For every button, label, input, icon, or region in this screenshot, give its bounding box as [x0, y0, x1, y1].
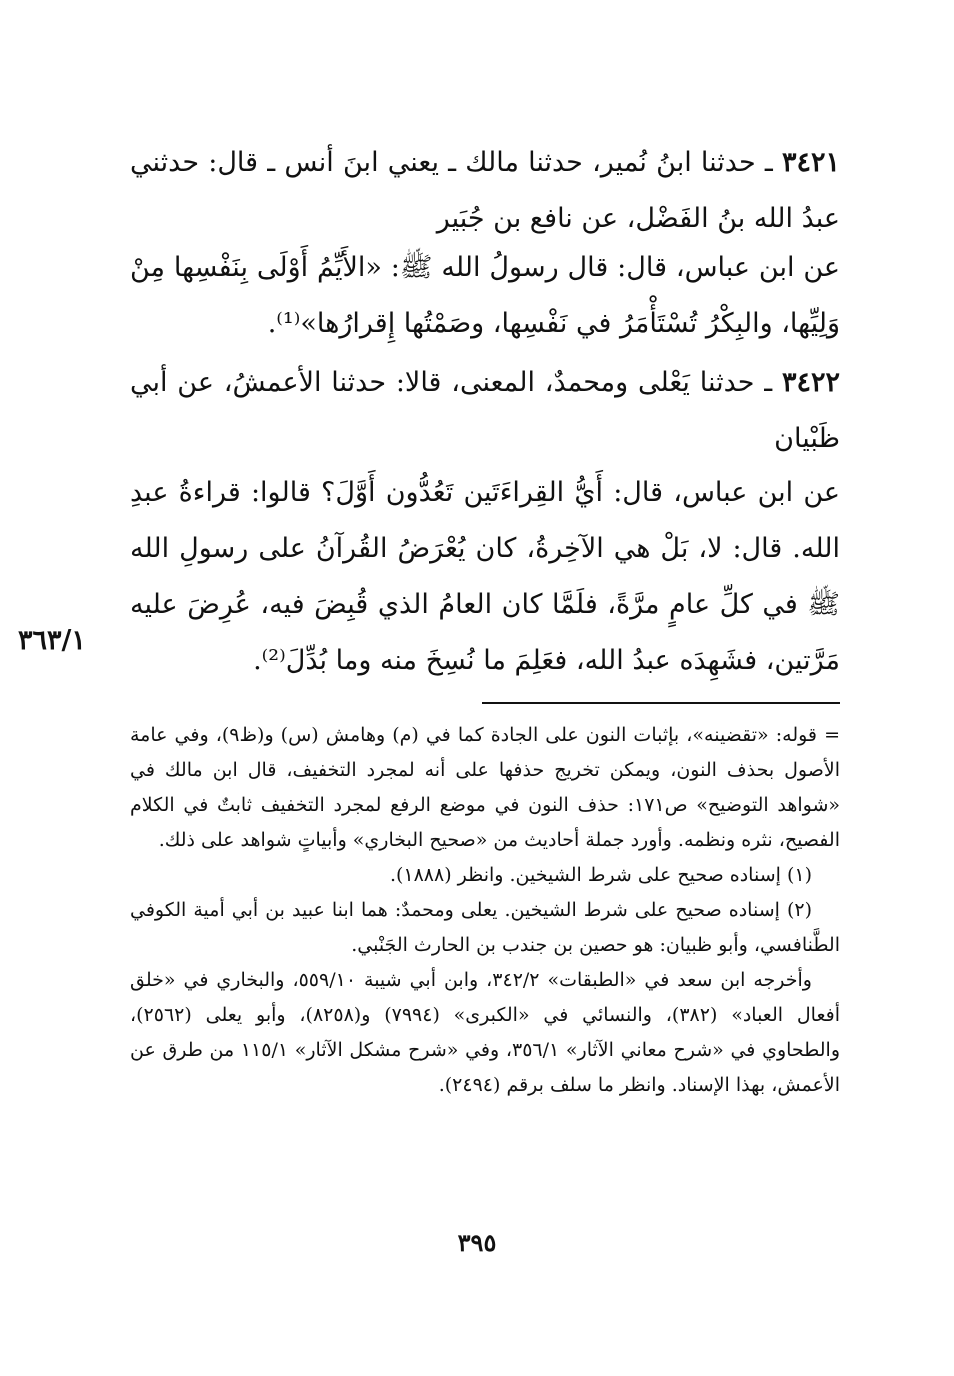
footnote-2-takhrij: وأخرجه ابن سعد في «الطبقات» ٣٤٢/٢، وابن أبي شيبة ٥٥٩/١٠، والبخاري في «خلق أفعال العباد» (٣٨٢)، والنسائي في «الكبرى» (٧٩٩٤) و(٨٢٥٨)، وأبو يعلى (٢٥٦٢)، والطحاوي في «شرح معاني الآثار» ٣٥٦/١، وفي «شرح مشكل الآثار» ١١٥/١ من طرق عن الأعمش، بهذا الإسناد. وانظر ما سلف برقم (٢٤٩٤).	[130, 969, 840, 1096]
matn-text: عن ابن عباس، قال: قال رسولُ الله ﷺ: «الأَيِّمُ أَوْلَى بِنَفْسِها مِنْ وَلِيِّها، والبِكْرُ تُسْتَأْمَرُ في نَفْسِها، وصَمْتُها إِقرارُها»⁽¹⁾.	[130, 252, 840, 339]
isnad-text: ـ حدثنا ابنُ نُمير، حدثنا مالك ـ يعني ابنَ أنس ـ قال: حدثني عبدُ الله بنُ الفَضْل، عن نافع بن جُبَير	[130, 147, 840, 234]
hadith-3421-isnad	[130, 135, 840, 247]
hadith-number: ٣٤٢١	[781, 147, 840, 178]
matn-text: عن ابن عباس، قال: أَيُّ القِراءَتَين تَعُدُّون أَوَّلَ؟ قالوا: قراءةُ عبدِ الله. قال: لا، بَلْ هي الآخِرةُ، كان يُعْرَضُ القُرآنُ على رسولِ الله ﷺ في كلِّ عامٍ مرَّةً، فلَمَّا كان العامُ الذي قُبِضَ فيه، عُرِضَ عليه مَرَّتين، فشَهِدَه عبدُ الله، فعَلِمَ ما نُسِخَ منه وما بُدِّلَ⁽²⁾.	[130, 477, 840, 676]
hadith-number: ٣٤٢٢	[781, 367, 840, 398]
footnotes	[130, 718, 840, 1103]
page-number: ٣٩٥	[457, 1228, 497, 1257]
footnote-1: (١) إسناده صحيح على شرط الشيخين. وانظر (١٨٨٨).	[389, 864, 812, 886]
footnote-continuation: = قوله: «تقضينه»، بإثبات النون على الجادة كما في (م) وهامش (س) و(ظ٩)، وفي عامة الأصول بحذف النون، ويمكن تخريج حذفها على أنه لمجرد التخفيف، قال ابن مالك في «شواهد التوضيح» ص١٧١: حذف النون في موضع الرفع لمجرد التخفيف ثابتٌ في الكلام الفصيح، نثره ونظمه. وأورد جملة أحاديث من «صحيح البخاري» وأبياتٍ شواهد على ذلك.	[130, 724, 840, 851]
isnad-text: ـ حدثنا يَعْلى ومحمدٌ، المعنى، قالا: حدثنا الأعمشُ، عن أبي ظَبْيان	[130, 367, 840, 454]
hadith-3422-matn	[130, 465, 840, 689]
hadith-3422-isnad	[130, 355, 840, 467]
footnote-2: (٢) إسناده صحيح على شرط الشيخين. يعلى ومحمدٌ: هما ابنا عبيد بن أبي أمية الكوفي الطَّنافسي، وأبو ظبيان: هو حصين بن جندب بن الحارث الجَنْبي.	[130, 899, 840, 956]
hadith-3421-matn	[130, 240, 840, 352]
footnote-separator	[482, 702, 840, 704]
margin-volume-page-reference: ٣٦٣/١	[18, 625, 86, 656]
